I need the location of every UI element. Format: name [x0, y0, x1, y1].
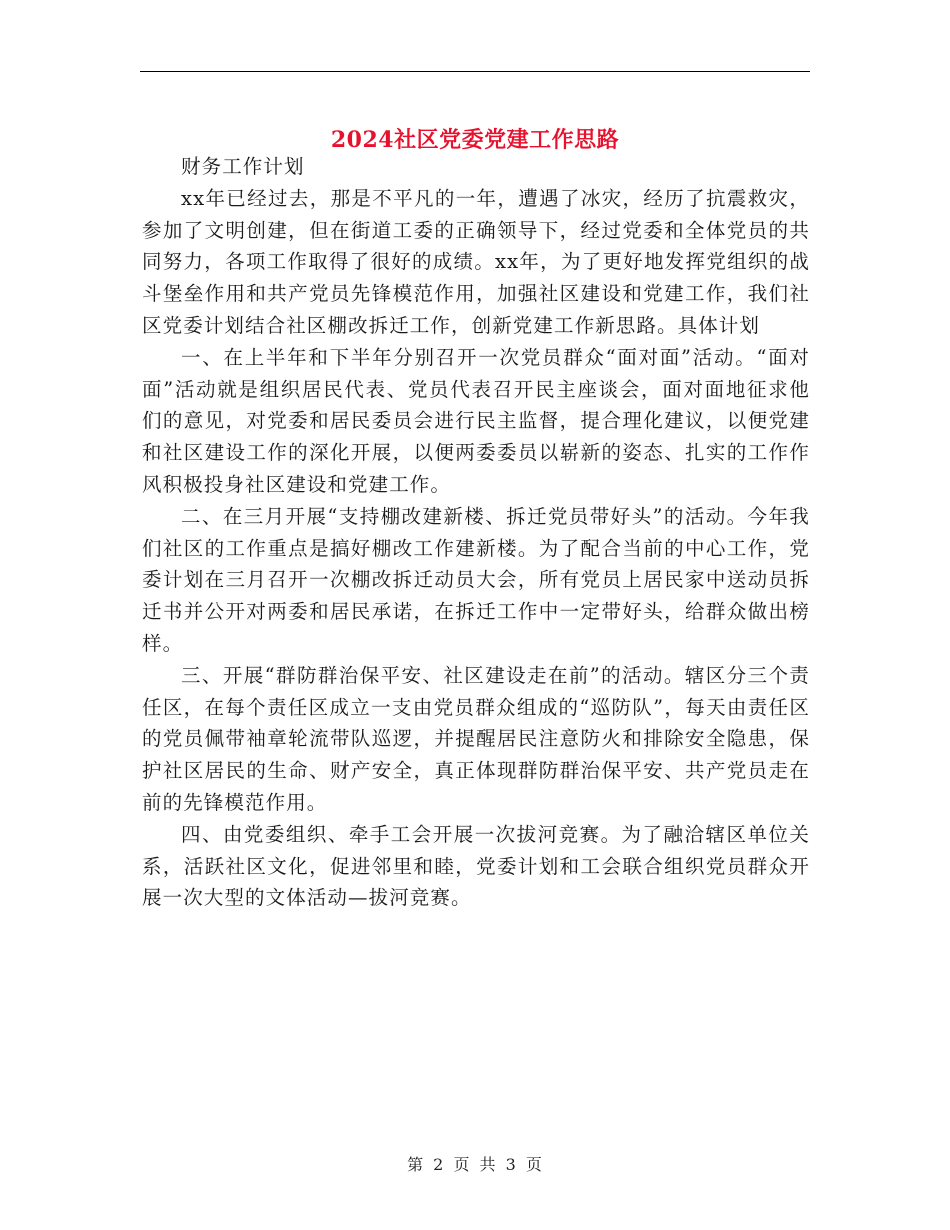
- document-title: 2024社区党委党建工作思路: [330, 126, 620, 153]
- paragraph-item-2: 二、在三月开展“支持棚改建新楼、拆迁党员带好头”的活动。今年我们社区的工作重点是搞好棚改工作建新楼。为了配合当前的中心工作，党委计划在三月召开一次棚改拆迁动员大会，所有党员上居民家中送动员拆迁书并公开对两委和居民承诺，在拆迁工作中一定带好头，给群众做出榜样。: [142, 504, 810, 655]
- header-rule: [140, 71, 810, 72]
- paragraph-heading: 财务工作计划: [181, 155, 305, 178]
- page-number: 第 2 页 共 3 页: [407, 1155, 543, 1174]
- paragraph-item-1: 一、在上半年和下半年分别召开一次党员群众“面对面”活动。“面对面”活动就是组织居民代表、党员代表召开民主座谈会，面对面地征求他们的意见，对党委和居民委员会进行民主监督，提合理化建议，以便党建和社区建设工作的深化开展，以便两委委员以崭新的姿态、扎实的工作作风积极投身社区建设和党建工作。: [142, 345, 810, 496]
- paragraph-item-3: 三、开展“群防群治保平安、社区建设走在前”的活动。辖区分三个责任区，在每个责任区成立一支由党员群众组成的“巡防队”，每天由责任区的党员佩带袖章轮流带队巡逻，并提醒居民注意防火和排除安全隐患，保护社区居民的生命、财产安全，真正体现群防群治保平安、共产党员走在前的先锋模范作用。: [142, 663, 810, 814]
- paragraph-item-4: 四、由党委组织、牵手工会开展一次拔河竞赛。为了融洽辖区单位关系，活跃社区文化，促进邻里和睦，党委计划和工会联合组织党员群众开展一次大型的文体活动—拔河竞赛。: [142, 822, 810, 910]
- paragraph-intro: xx年已经过去，那是不平凡的一年，遭遇了冰灾，经历了抗震救灾，参加了文明创建，但在街道工委的正确领导下，经过党委和全体党员的共同努力，各项工作取得了很好的成绩。xx年，为了更好地发挥党组织的战斗堡垒作用和共产党员先锋模范作用，加强社区建设和党建工作，我们社区党委计划结合社区棚改拆迁工作，创新党建工作新思路。具体计划: [142, 186, 810, 337]
- document-body: [142, 151, 810, 914]
